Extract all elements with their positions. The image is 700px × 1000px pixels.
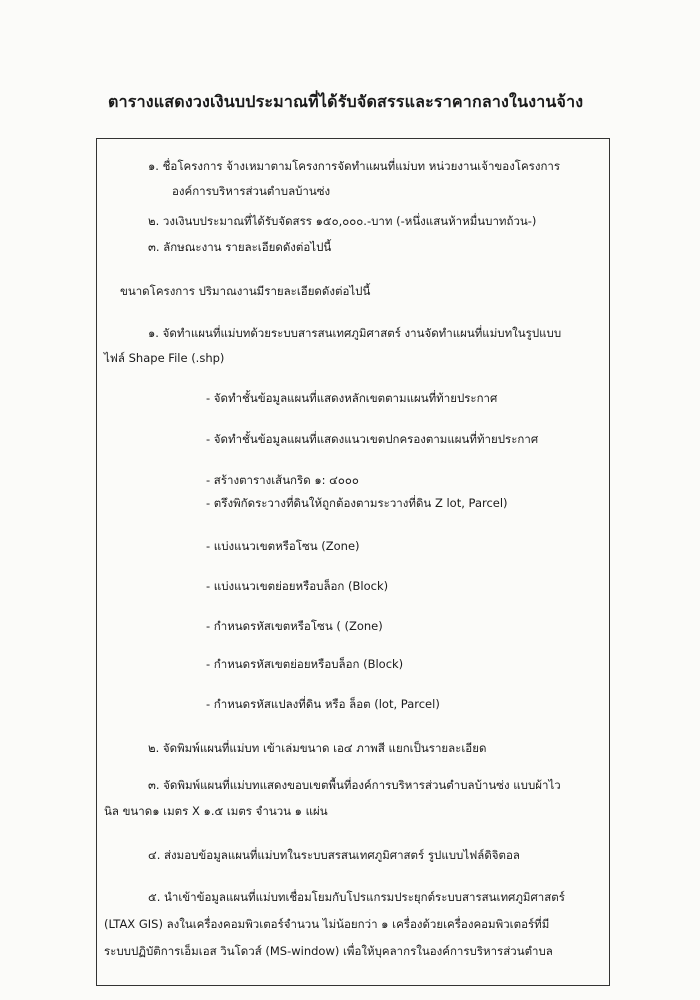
section-5-line-1: ๕. นำเข้าข้อมูลแผนที่แม่บทเชื่อมโยมกับโปรแกรมประยุกต์ระบบสารสนเทศภูมิศาสตร์	[148, 890, 565, 904]
section-5-line-2: (LTAX GIS) ลงในเครื่องคอมพิวเตอร์จำนวน ไม่น้อยกว่า ๑ เครื่องด้วยเครื่องคอมพิวเตอร์ที่มี	[104, 917, 550, 931]
bullet-item: - กำหนดรหัสเขตหรือโซน ( (Zone)	[206, 619, 383, 633]
bullet-item: - แบ่งแนวเขตย่อยหรือบล็อก (Block)	[206, 579, 389, 593]
section-5-line-3: ระบบปฏิบัติการเอ็มเอส วินโดวส์ (MS-window) เพื่อให้บุคลากรในองค์การบริหารส่วนตำบล	[104, 944, 553, 958]
bullet-item: - สร้างตารางเส้นกริด ๑: ๔๐๐๐	[206, 473, 359, 487]
header-item-3: ๓. ลักษณะงาน รายละเอียดดังต่อไปนี้	[148, 240, 332, 254]
header-item-2: ๒. วงเงินบประมาณที่ได้รับจัดสรร ๑๕๐,๐๐๐.-บาท (-หนึ่งแสนห้าหมื่นบาทถ้วน-)	[148, 214, 537, 228]
section-1-line-1: ๑. จัดทำแผนที่แม่บทด้วยระบบสารสนเทศภูมิศาสตร์ งานจัดทำแผนที่แม่บทในรูปแบบ	[148, 326, 562, 340]
bullet-item: - กำหนดรหัสแปลงที่ดิน หรือ ล็อต (lot, Parcel)	[206, 697, 440, 711]
bullet-item: - กำหนดรหัสเขตย่อยหรือบล็อก (Block)	[206, 657, 404, 671]
header-item-1-line-2: องค์การบริหารส่วนตำบลบ้านซ่ง	[172, 184, 331, 198]
scope-heading: ขนาดโครงการ ปริมาณงานมีรายละเอียดดังต่อไปนี้	[120, 284, 371, 298]
bullet-item: - ตรึงพิกัดระวางที่ดินให้ถูกต้องตามระวางที่ดิน Z lot, Parcel)	[206, 496, 508, 510]
bullet-item: - จัดทำชั้นข้อมูลแผนที่แสดงหลักเขตตามแผนที่ท้ายประกาศ	[206, 391, 498, 405]
section-1-line-2: ไฟล์ Shape File (.shp)	[104, 351, 225, 365]
section-2: ๒. จัดพิมพ์แผนที่แม่บท เข้าเล่มขนาด เอ๔ ภาพสี แยกเป็นรายละเอียด	[148, 741, 487, 755]
bullet-item: - จัดทำชั้นข้อมูลแผนที่แสดงแนวเขตปกครองตามแผนที่ท้ายประกาศ	[206, 432, 539, 446]
page-title: ตารางแสดงวงเงินบประมาณที่ได้รับจัดสรรและราคากลางในงานจ้าง	[108, 92, 584, 111]
section-3-line-2: นิล ขนาด๑ เมตร X ๑.๕ เมตร จำนวน ๑ แผ่น	[104, 804, 328, 818]
header-item-1-line-1: ๑. ชื่อโครงการ จ้างเหมาตามโครงการจัดทำแผนที่แม่บท หน่วยงานเจ้าของโครงการ	[148, 159, 561, 173]
section-3-line-1: ๓. จัดพิมพ์แผนที่แม่บทแสดงขอบเขตพื้นที่องค์การบริหารส่วนตำบลบ้านซ่ง แบบผ้าไว	[148, 778, 561, 792]
bullet-item: - แบ่งแนวเขตหรือโซน (Zone)	[206, 539, 360, 553]
section-4: ๔. ส่งมอบข้อมูลแผนที่แม่บทในระบบสรสนเทศภูมิศาสตร์ รูปแบบไฟล์ดิจิตอล	[148, 848, 520, 862]
